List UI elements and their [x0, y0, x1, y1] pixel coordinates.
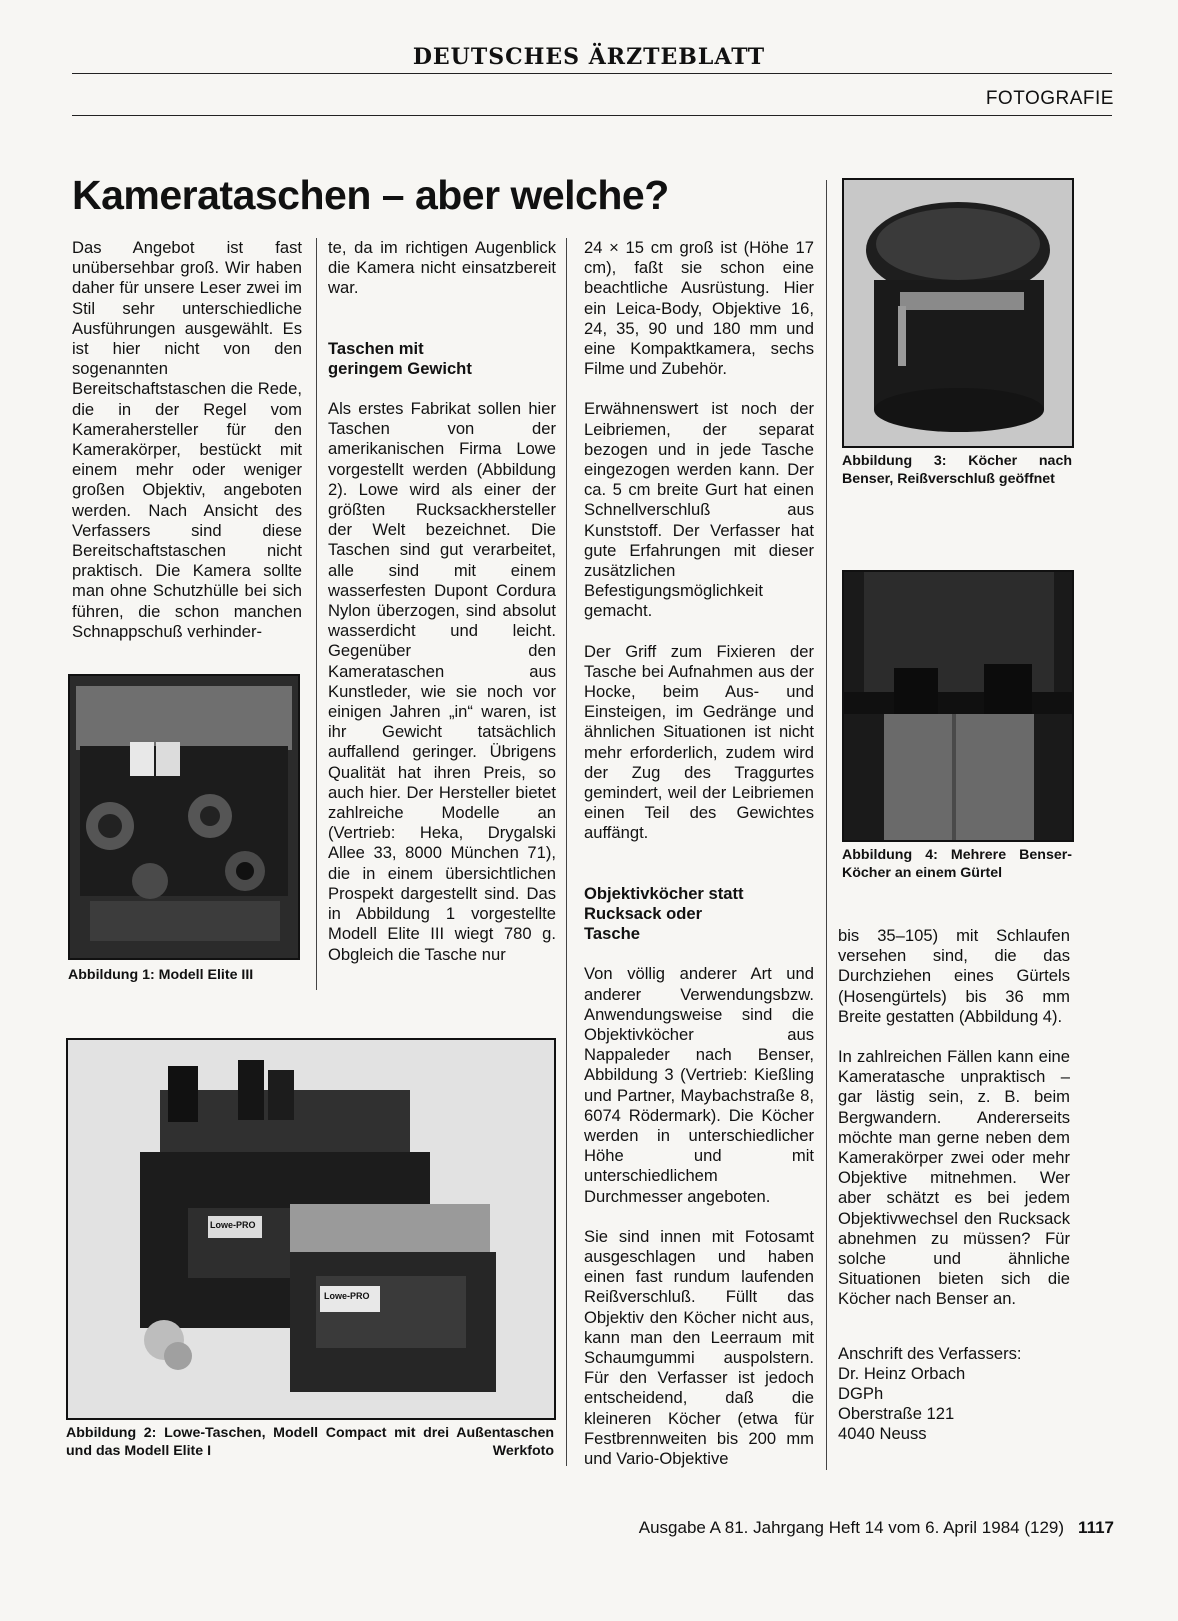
- figure-3-caption: Abbildung 3: Köcher nach Benser, Reißverschluß geöffnet: [842, 453, 1072, 487]
- issue-info: Ausgabe A 81. Jahrgang Heft 14 vom 6. April 1984 (129): [638, 1518, 1065, 1537]
- column-1: [72, 238, 302, 662]
- author-address: [838, 1344, 1070, 1445]
- figure-2-caption-text: Abbildung 2: Lowe-Taschen, Modell Compact mit drei Außentaschen und das Modell Elite I: [66, 1425, 554, 1459]
- author-name: Dr. Heinz Orbach: [838, 1363, 966, 1383]
- paragraph: Erwähnenswert ist noch der Leibriemen, der separat bezogen und in jede Tasche eingezogen werden kann. Der ca. 5 cm breite Gurt hat einen Schnellverschluß aus Kunststoff. Der Verfasser hat gute Erfahrungen mit dieser zusätzlichen Befestigungsmöglichkeit gemacht.: [584, 399, 814, 621]
- paragraph: Das Angebot ist fast unübersehbar groß. Wir haben daher für unsere Leser zwei im Stil sehr unterschiedliche Ausführungen ausgewählt. Es ist hier nicht von den sogenannten Bereitschaftstaschen die Rede, die in der Regel vom Kamerahersteller für den Kamerakörper, bestückt mit einem mehr oder weniger großen Objektiv, angeboten werden. Nach Ansicht des Verfassers sind diese Bereitschaftstaschen nicht praktisch. Die Kamera sollte man ohne Schutzhülle bei sich führen, die schon manchen Schnappschuß verhinder-: [72, 238, 302, 641]
- paragraph: Sie sind innen mit Fotosamt ausgeschlagen und haben einen fast rundum laufenden Reißverschluß. Füllt das Objektiv den Köcher nicht aus, kann man den Leerraum mit Schaumgummi auspolstern. Für den Verfasser ist jedoch entscheidend, daß die kleineren Köcher (etwa für Festbrennweiten bis 200 mm und Vario-Objektive: [584, 1226, 814, 1468]
- paragraph: bis 35–105) mit Schlaufen versehen sind, die das Durchziehen eines Gürtels (Hosengürtels) bis 36 mm Breite gestatten (Abbildung 4).: [838, 926, 1070, 1026]
- column-3: [584, 238, 814, 1489]
- figure-4-caption: Abbildung 4: Mehrere Benser-Köcher an einem Gürtel: [842, 847, 1072, 881]
- subheading: Taschen mit geringem Gewicht: [328, 338, 472, 378]
- masthead: DEUTSCHES ÄRZTEBLATT: [412, 44, 766, 70]
- column-divider: [316, 238, 317, 990]
- section-label: FOTOGRAFIE: [985, 88, 1114, 109]
- masthead-rule: [72, 73, 1112, 74]
- brand-logo: Lowe-PRO: [324, 1291, 370, 1301]
- page-footer: [639, 1518, 1114, 1538]
- subheading: Objektivköcher statt Rucksack oder Tasche: [584, 883, 744, 944]
- figure-2-caption: [66, 1424, 554, 1460]
- article-title: Kamerataschen – aber welche?: [72, 172, 669, 218]
- paragraph: Von völlig anderer Art und anderer Verwendungsbzw. Anwendungsweise sind die Objektivköcher aus Nappaleder nach Benser, Abbildung 3 (Vertrieb: Kießling und Partner, Maybachstraße 8, 6074 Rödermark). Die Köcher werden in unterschiedlicher Höhe und mit unterschiedlichem Durchmesser angeboten.: [584, 964, 814, 1206]
- brand-logo: Lowe-PRO: [210, 1220, 256, 1230]
- paragraph: In zahlreichen Fällen kann eine Kameratasche unpraktisch – gar lästig sein, z. B. beim Bergwandern. Andererseits möchte man gerne neben dem Kamerakörper zwei oder mehr Objektive mitnehmen. Wer aber schätzt es bei jedem Objektivwechsel den Rucksack abnehmen zu müssen? Für solche und ähnliche Situationen bieten sich die Köcher nach Benser an.: [838, 1047, 1070, 1309]
- figure-2-credit: Werkfoto: [492, 1443, 554, 1459]
- paragraph: Als erstes Fabrikat sollen hier Taschen von der amerikanischen Firma Lowe vorgestellt werden (Abbildung 2). Lowe wird als einer der größten Rucksackhersteller der Welt bezeichnet. Die Taschen sind gut verarbeitet, alle sind mit einem wasserfesten Dupont Cordura Nylon überzogen, sind absolut wasserdicht und leicht. Gegenüber den Kamerataschen aus Kunstleder, wie sie noch vor einigen Jahren „in“ waren, ist ihr Gewicht tatsächlich auffallend geringer. Übrigens Qualität hat ihren Preis, so auch hier. Der Hersteller bietet zahlreiche Modelle an (Vertrieb: Heka, Drygalski Allee 33, 8000 München 71), die in einem übersichtlichen Prospekt dargestellt sind. Das in Abbildung 1 vorgestellte Modell Elite III wiegt 780 g. Obgleich die Tasche nur: [328, 399, 556, 964]
- column-divider: [566, 238, 567, 1466]
- author-org: DGPh: [838, 1384, 884, 1404]
- address-label: Anschrift des Verfassers:: [838, 1343, 1022, 1363]
- page-number: 1117: [1078, 1518, 1114, 1537]
- column-2: [328, 238, 556, 985]
- figure-2-photo: [66, 1038, 556, 1420]
- figure-1-caption: Abbildung 1: Modell Elite III: [68, 967, 254, 983]
- figure-3-photo: [842, 178, 1074, 448]
- paragraph: te, da im richtigen Augenblick die Kamera nicht einsatzbereit war.: [328, 238, 556, 298]
- column-divider: [826, 180, 827, 1470]
- paragraph: Der Griff zum Fixieren der Tasche bei Aufnahmen aus der Hocke, beim Aus- und Einsteigen, im Gedränge und ähnlichen Situationen ist nicht mehr erforderlich, zudem wird der Zug des Traggurtes gemindert, weil der Leibriemen einen Teil des Gewichtes auffängt.: [584, 641, 814, 843]
- author-street: Oberstraße 121: [838, 1404, 955, 1424]
- figure-4-photo: [842, 570, 1074, 842]
- paragraph: 24 × 15 cm groß ist (Höhe 17 cm), faßt sie schon eine beachtliche Ausrüstung. Hier ein Leica-Body, Objektive 16, 24, 35, 90 und 180 mm und eine Kompaktkamera, sechs Filme und Zubehör.: [584, 238, 814, 379]
- figure-1-photo: [68, 674, 300, 960]
- author-city: 4040 Neuss: [838, 1424, 927, 1444]
- column-4: [838, 926, 1070, 1445]
- section-rule: [72, 115, 1112, 116]
